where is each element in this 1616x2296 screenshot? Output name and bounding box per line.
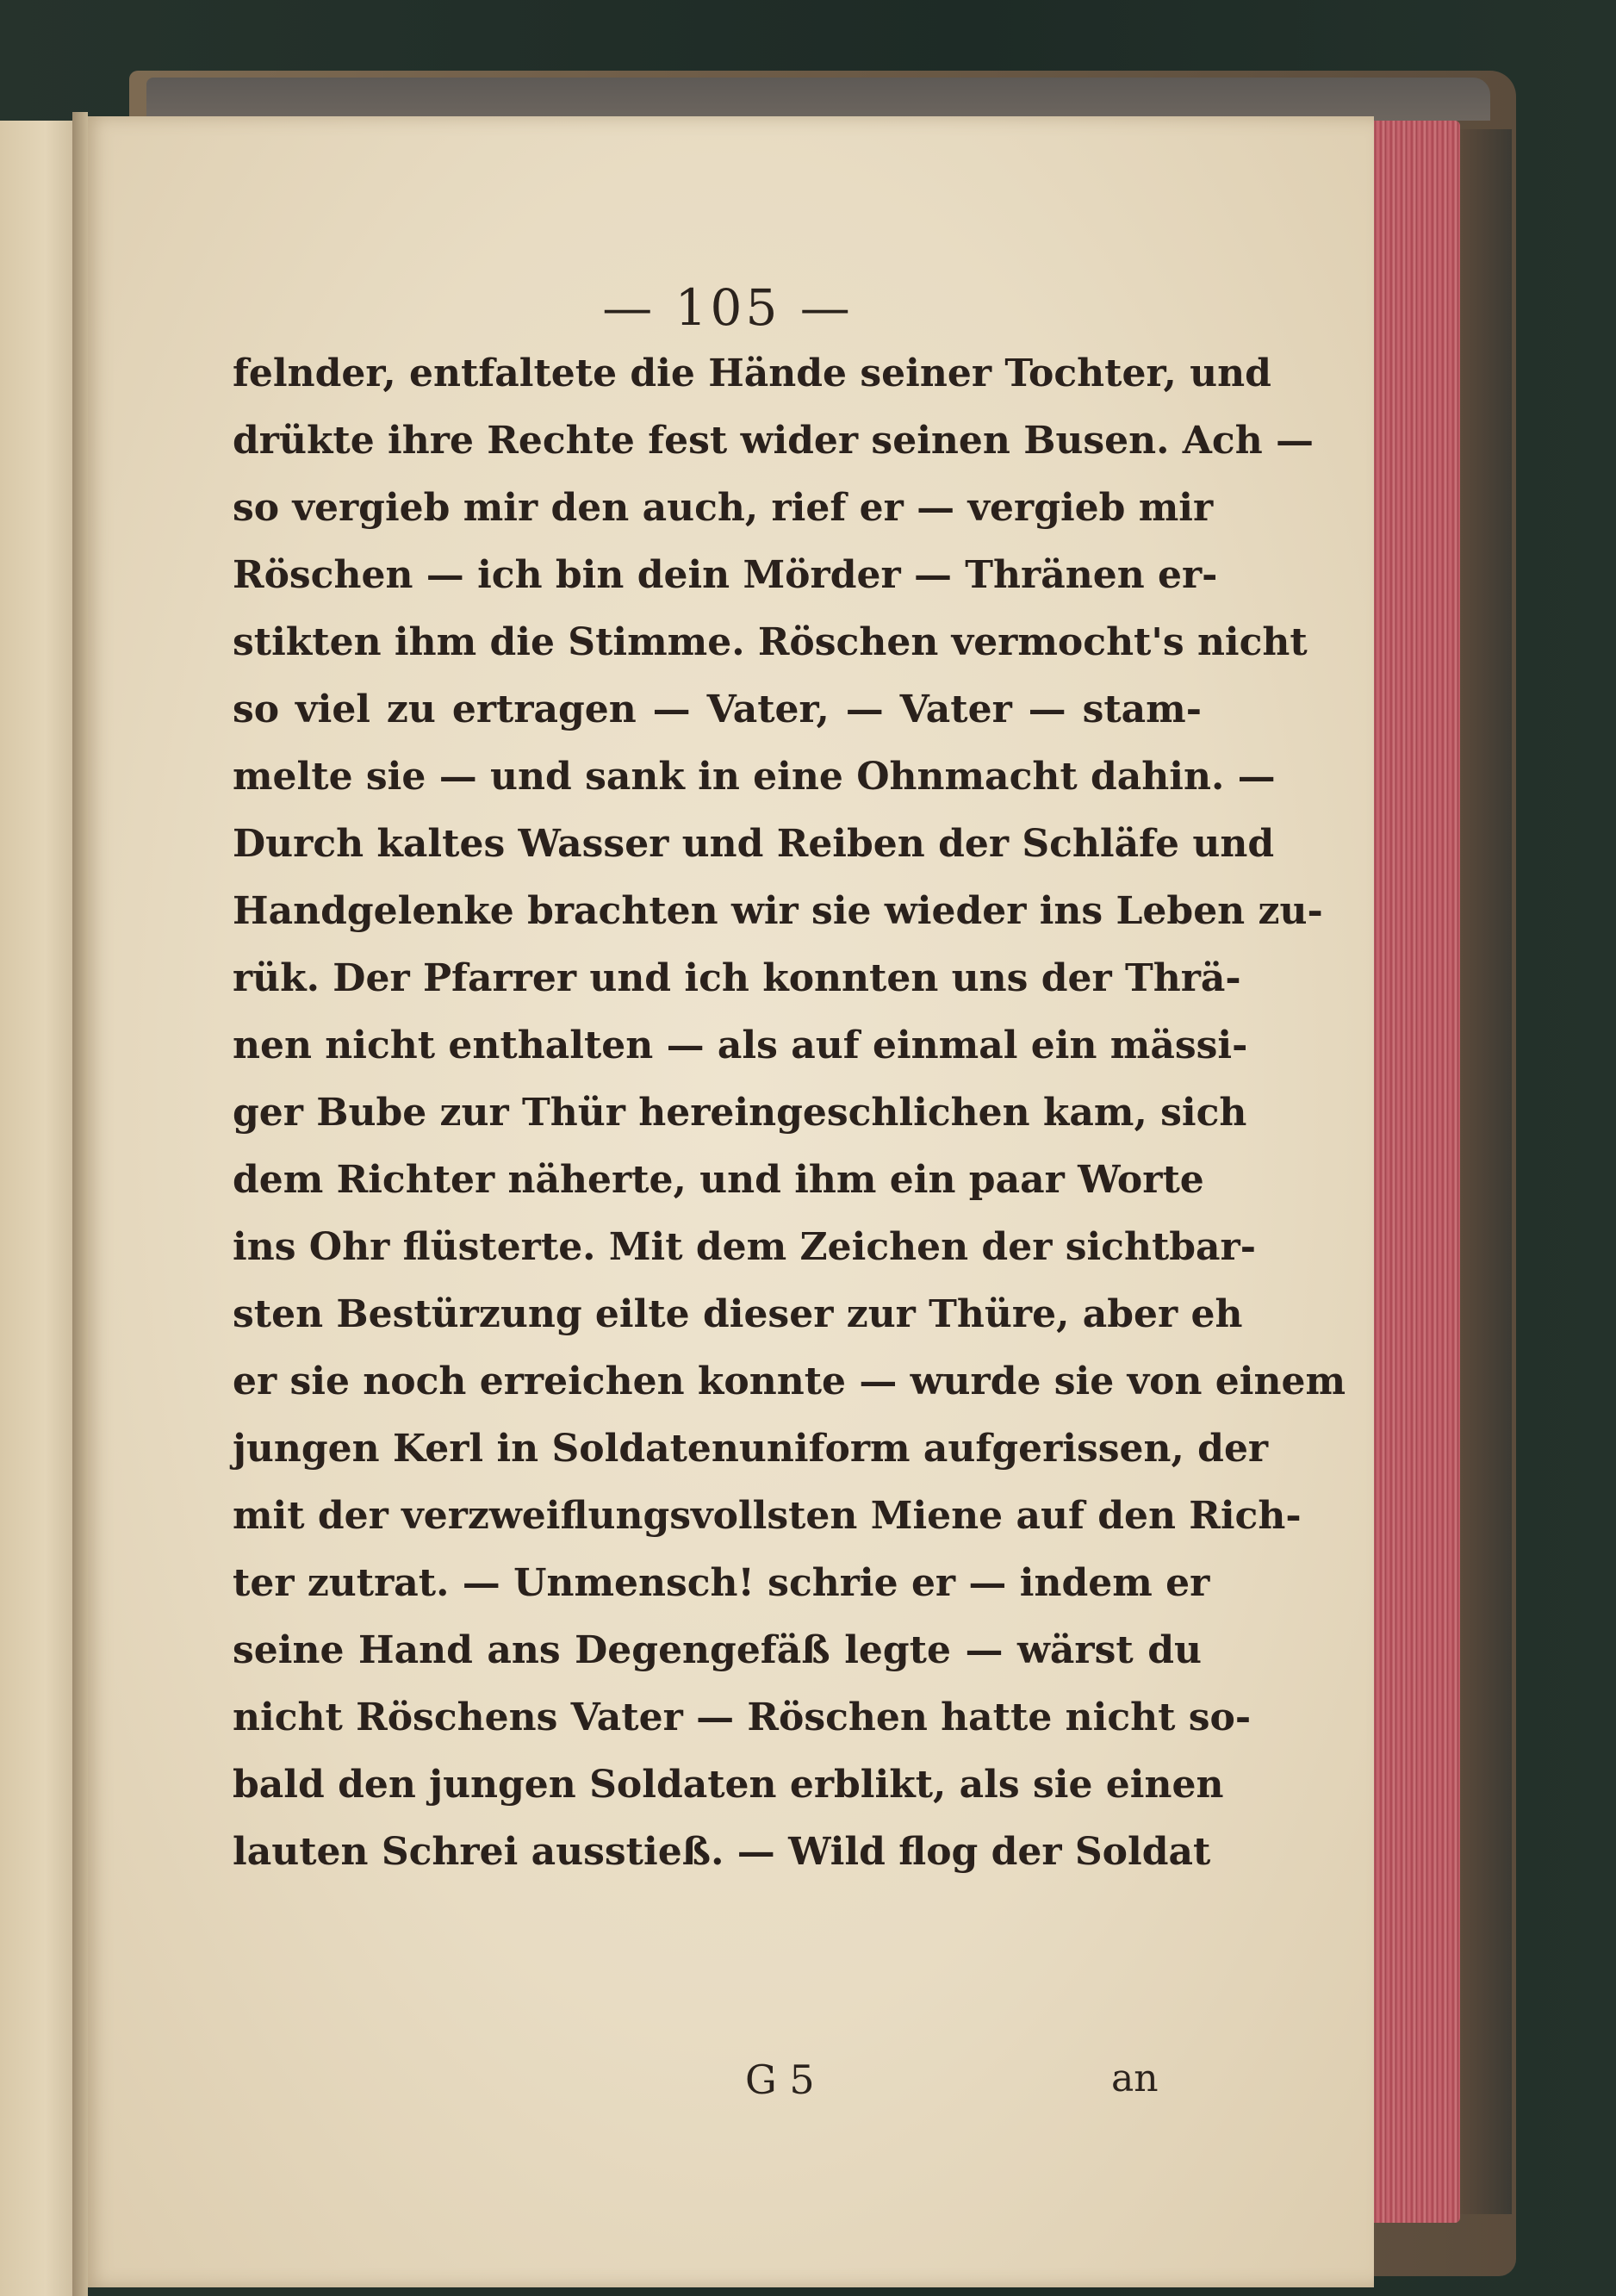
text-line: so vergieb mir den auch, rief er — vergieb mir bbox=[233, 486, 1214, 530]
left-page-edge bbox=[0, 121, 76, 2296]
text-line: er sie noch erreichen konnte — wurde sie von einem bbox=[233, 1360, 1346, 1403]
cover-side bbox=[1460, 129, 1512, 2214]
text-line: so viel zu ertragen — Vater, — Vater — stam- bbox=[233, 688, 1202, 731]
text-line: Durch kaltes Wasser und Reiben der Schläfe und bbox=[233, 822, 1275, 866]
text-line: rük. Der Pfarrer und ich konnten uns der Thrä- bbox=[233, 956, 1241, 1000]
body-text bbox=[233, 289, 1346, 1886]
text-line: ins Ohr flüsterte. Mit dem Zeichen der sichtbar- bbox=[233, 1225, 1256, 1269]
text-line: Röschen — ich bin dein Mörder — Thränen er- bbox=[233, 553, 1218, 597]
page-edges bbox=[1365, 121, 1460, 2223]
text-line: dem Richter näherte, und ihm ein paar Worte bbox=[233, 1158, 1204, 1202]
text-line: stikten ihm die Stimme. Röschen vermocht's nicht bbox=[233, 620, 1308, 664]
text-line: seine Hand ans Degengefäß legte — wärst du bbox=[233, 1628, 1202, 1672]
text-line: felnder, entfaltete die Hände seiner Tochter, und bbox=[233, 352, 1271, 395]
text-line: sten Bestürzung eilte dieser zur Thüre, aber eh bbox=[233, 1292, 1243, 1336]
book-cover-top-edge bbox=[146, 78, 1490, 121]
text-line: Handgelenke brachten wir sie wieder ins Leben zu- bbox=[233, 889, 1323, 933]
text-line: melte sie — und sank in eine Ohnmacht dahin. — bbox=[233, 755, 1276, 799]
text-line: mit der verzweiflungsvollsten Miene auf den Rich- bbox=[233, 1494, 1302, 1538]
text-line: drükte ihre Rechte fest wider seinen Busen. Ach — bbox=[233, 419, 1315, 463]
text-line: nicht Röschens Vater — Röschen hatte nicht so- bbox=[233, 1696, 1252, 1739]
signature-mark: G 5 bbox=[745, 2056, 815, 2103]
text-line: ter zutrat. — Unmensch! schrie er — indem er bbox=[233, 1561, 1210, 1605]
page-gutter bbox=[72, 112, 88, 2296]
text-line: nen nicht enthalten — als auf einmal ein mässi- bbox=[233, 1024, 1248, 1067]
book-page bbox=[82, 116, 1374, 2287]
text-line: ger Bube zur Thür hereingeschlichen kam, sich bbox=[233, 1091, 1247, 1135]
text-line: jungen Kerl in Soldatenuniform aufgerissen, der bbox=[233, 1427, 1269, 1471]
catchword: an bbox=[1111, 2056, 1159, 2100]
page-header: — 105 — bbox=[602, 278, 854, 337]
text-line: bald den jungen Soldaten erblikt, als sie einen bbox=[233, 1763, 1224, 1807]
text-line: lauten Schrei ausstieß. — Wild flog der Soldat bbox=[233, 1830, 1211, 1874]
